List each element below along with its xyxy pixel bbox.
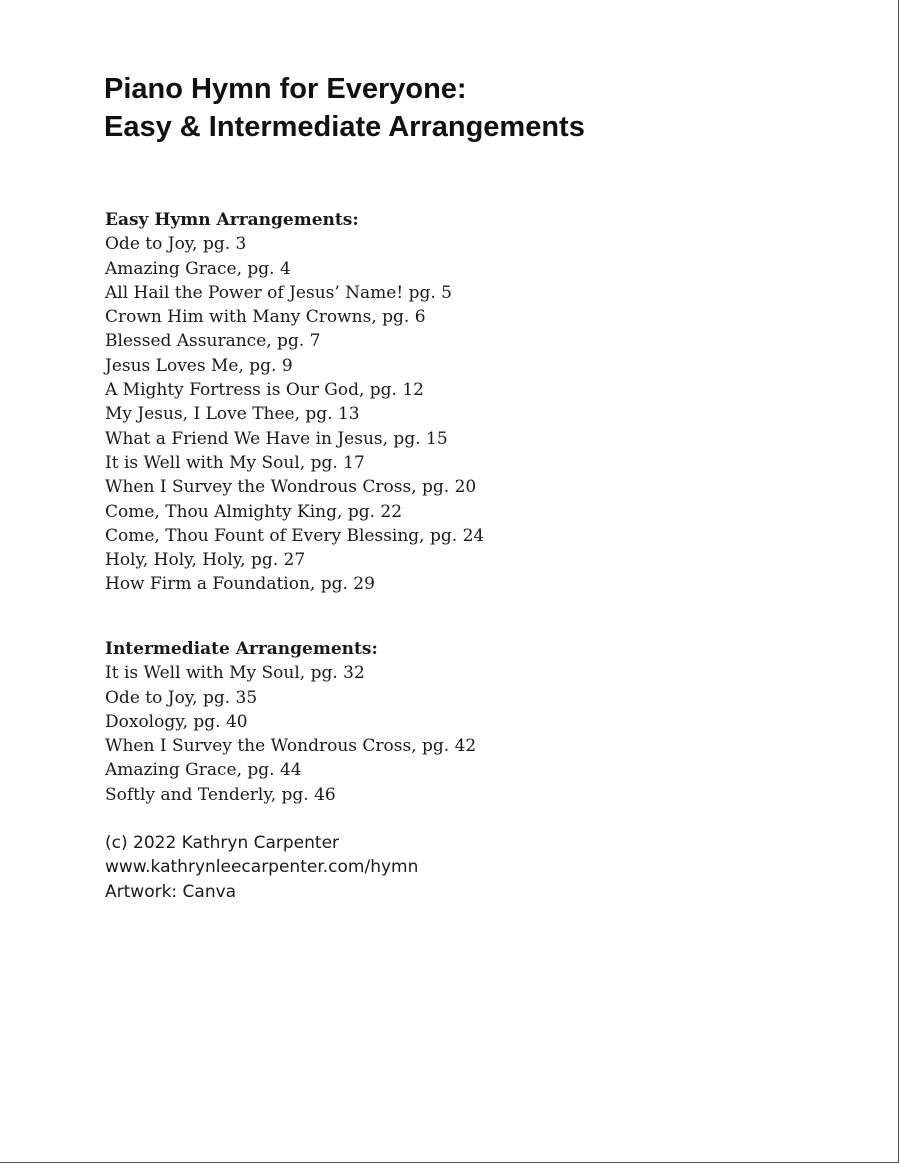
list-item: When I Survey the Wondrous Cross, pg. 20 — [105, 477, 477, 498]
list-item: Doxology, pg. 40 — [105, 711, 248, 732]
list-item: Amazing Grace, pg. 4 — [105, 258, 291, 279]
list-item: My Jesus, I Love Thee, pg. 13 — [105, 404, 360, 425]
list-item: Jesus Loves Me, pg. 9 — [105, 355, 293, 376]
easy-arrangements-section — [105, 208, 484, 597]
list-item: Come, Thou Fount of Every Blessing, pg. 24 — [105, 525, 485, 546]
list-item: It is Well with My Soul, pg. 32 — [105, 663, 365, 684]
title-line-1: Piano Hymn for Everyone: — [104, 73, 467, 105]
artwork-credit-line: Artwork: Canva — [105, 881, 237, 902]
list-item: How Firm a Foundation, pg. 29 — [105, 574, 375, 595]
list-item: Holy, Holy, Holy, pg. 27 — [105, 550, 306, 571]
page-title — [104, 70, 585, 146]
easy-arrangements-list — [105, 232, 484, 596]
list-item: It is Well with My Soul, pg. 17 — [105, 452, 365, 473]
intermediate-section-heading: Intermediate Arrangements: — [105, 639, 378, 659]
intermediate-arrangements-list — [105, 661, 476, 807]
list-item: Amazing Grace, pg. 44 — [105, 760, 302, 781]
list-item: Come, Thou Almighty King, pg. 22 — [105, 501, 403, 522]
list-item: Ode to Joy, pg. 3 — [105, 234, 247, 255]
list-item: Ode to Joy, pg. 35 — [105, 687, 258, 708]
list-item: What a Friend We Have in Jesus, pg. 15 — [105, 428, 448, 449]
list-item: Blessed Assurance, pg. 7 — [105, 331, 321, 352]
title-line-2: Easy & Intermediate Arrangements — [104, 111, 585, 143]
list-item: Softly and Tenderly, pg. 46 — [105, 784, 336, 805]
list-item: When I Survey the Wondrous Cross, pg. 42 — [105, 736, 477, 757]
copyright-line: (c) 2022 Kathryn Carpenter — [105, 833, 340, 853]
list-item: A Mighty Fortress is Our God, pg. 12 — [105, 380, 424, 401]
website-line: www.kathrynleecarpenter.com/hymn — [105, 857, 419, 878]
credits-block — [105, 831, 418, 904]
list-item: Crown Him with Many Crowns, pg. 6 — [105, 307, 426, 328]
intermediate-arrangements-section — [105, 637, 476, 807]
list-item: All Hail the Power of Jesus’ Name! pg. 5 — [105, 282, 452, 303]
easy-section-heading: Easy Hymn Arrangements: — [105, 210, 359, 230]
